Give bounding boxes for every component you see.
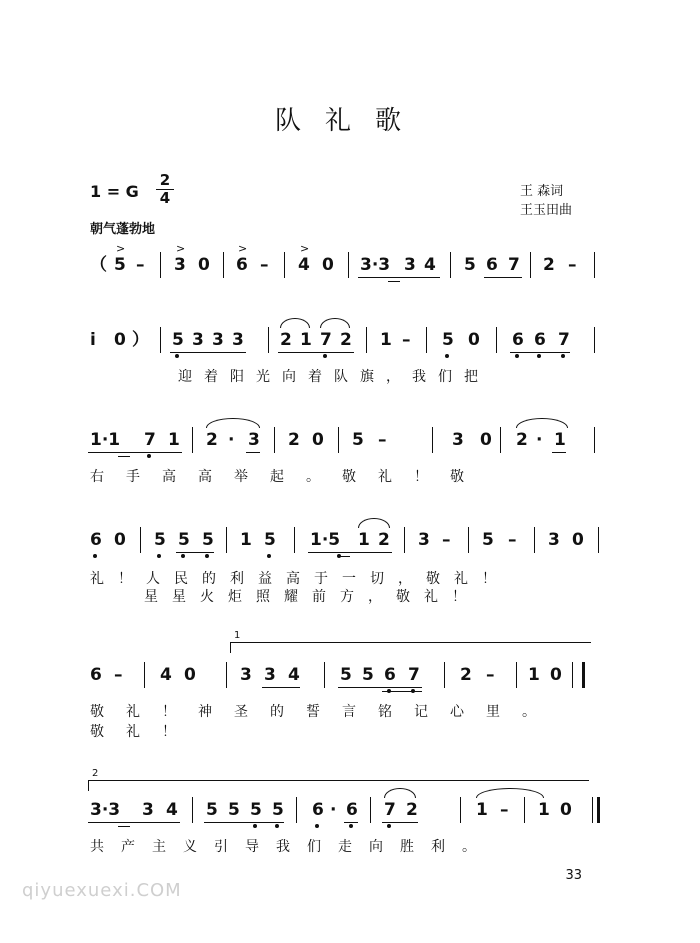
note: – [260, 255, 269, 275]
bar-line [592, 797, 593, 823]
note: – [114, 665, 123, 685]
bar-line [534, 527, 535, 553]
note: 3 [240, 665, 252, 685]
low-octave-dot [323, 354, 327, 358]
beam [338, 687, 422, 688]
note: 2 [288, 430, 300, 450]
low-octave-dot [181, 554, 185, 558]
beam [338, 556, 350, 557]
note: 2 [206, 430, 218, 450]
key-signature: 1 = G [90, 182, 139, 201]
bar-line [226, 527, 227, 553]
bar-line [530, 252, 531, 278]
note: 5 [202, 530, 214, 550]
note: 1 [168, 430, 180, 450]
bar-line [338, 427, 339, 453]
note: · [330, 800, 337, 820]
note: 0 [560, 800, 572, 820]
bar-line [426, 327, 427, 353]
beam [382, 822, 418, 823]
beam [246, 452, 260, 453]
note: 5 [178, 530, 190, 550]
note: 2 [280, 330, 292, 350]
low-octave-dot [445, 354, 449, 358]
bar-line [160, 252, 161, 278]
beam [484, 277, 522, 278]
bar-line [594, 427, 595, 453]
note: 5 [272, 800, 284, 820]
bar-line [496, 327, 497, 353]
bar-line [598, 527, 599, 553]
note: 0 [468, 330, 480, 350]
bar-line [594, 252, 595, 278]
note: 5 [442, 330, 454, 350]
note: 6 [312, 800, 324, 820]
note: 4 [160, 665, 172, 685]
bar-line [160, 327, 161, 353]
note: 1 [358, 530, 370, 550]
low-octave-dot [267, 554, 271, 558]
note: 4 [424, 255, 436, 275]
note: 3 [404, 255, 416, 275]
note: 1·1 [90, 430, 121, 450]
lyrics-line: 共产主义引导我们走向胜利。 [90, 839, 493, 855]
accent-mark: > [176, 242, 186, 255]
lyricist-credit: 王 森词 [520, 184, 564, 199]
accent-mark: > [300, 242, 310, 255]
low-octave-dot [205, 554, 209, 558]
note: – [378, 430, 387, 450]
low-octave-dot [147, 454, 151, 458]
volta-number: 1 [234, 630, 241, 641]
note: 0 [198, 255, 210, 275]
time-signature [156, 172, 174, 207]
first-ending-bracket [230, 630, 591, 653]
lyrics-line: 迎着阳光向着队旗，我们把 [178, 369, 490, 385]
note: – [442, 530, 451, 550]
bar-line [140, 527, 141, 553]
note: 2 [406, 800, 418, 820]
note: 4 [288, 665, 300, 685]
bar-line [468, 527, 469, 553]
low-octave-dot [349, 824, 353, 828]
beam [118, 456, 130, 457]
low-octave-dot [561, 354, 565, 358]
repeat-bar [582, 662, 585, 688]
note: 0 [480, 430, 492, 450]
beam [88, 452, 182, 453]
low-octave-dot [275, 824, 279, 828]
note: 1 [538, 800, 550, 820]
beam [382, 691, 422, 692]
tempo-marking: 朝气蓬勃地 [90, 222, 156, 237]
bar-line [144, 662, 145, 688]
note: – [402, 330, 411, 350]
bar-line [432, 427, 433, 453]
volta-number: 2 [92, 768, 99, 779]
bar-line [366, 327, 367, 353]
low-octave-dot [515, 354, 519, 358]
note: 2 [460, 665, 472, 685]
beam [176, 552, 214, 553]
bar-line [444, 662, 445, 688]
note: 5 [172, 330, 184, 350]
slur [206, 418, 260, 428]
bar-line [524, 797, 525, 823]
bar-line [348, 252, 349, 278]
note: 3 [212, 330, 224, 350]
bar-line [284, 252, 285, 278]
note: 3 [418, 530, 430, 550]
repeat-dots [572, 662, 573, 688]
beam [344, 822, 358, 823]
beam [118, 826, 130, 827]
bar-line [370, 797, 371, 823]
note: · [228, 430, 235, 450]
note: 0 [572, 530, 584, 550]
note: 3 [264, 665, 276, 685]
page-number: 33 [565, 868, 582, 883]
note: 0 [114, 330, 126, 350]
slur [516, 418, 568, 428]
note: 3 [142, 800, 154, 820]
bar-line [296, 797, 297, 823]
note: 7 [408, 665, 420, 685]
note: 6 [534, 330, 546, 350]
note: 5 [250, 800, 262, 820]
note: 5 [352, 430, 364, 450]
slur [320, 318, 350, 328]
beam [204, 822, 284, 823]
note: 7 [508, 255, 520, 275]
note: 5 [340, 665, 352, 685]
note: – [500, 800, 509, 820]
low-octave-dot [537, 354, 541, 358]
beam [358, 277, 440, 278]
note: 1 [240, 530, 252, 550]
lyrics-line: 右手高高举起。敬礼！敬 [90, 469, 486, 485]
bar-line [192, 427, 193, 453]
note: 0 [114, 530, 126, 550]
note: 2 [378, 530, 390, 550]
note: 0 [550, 665, 562, 685]
note: 7 [384, 800, 396, 820]
low-octave-dot [93, 554, 97, 558]
note: 5 [154, 530, 166, 550]
note: 0 [312, 430, 324, 450]
note: – [486, 665, 495, 685]
note: 1 [300, 330, 312, 350]
note: 6 [384, 665, 396, 685]
beam [170, 352, 246, 353]
bar-line [274, 427, 275, 453]
low-octave-dot [315, 824, 319, 828]
note: ） [132, 330, 149, 350]
lyrics-line-1: 礼！人民的利益高于一切，敬礼！ [90, 571, 510, 587]
note: 7 [320, 330, 332, 350]
note: （ [90, 255, 107, 275]
note: 0 [322, 255, 334, 275]
low-octave-dot [387, 824, 391, 828]
bar-line [324, 662, 325, 688]
beam [388, 281, 400, 282]
note: 1 [528, 665, 540, 685]
note: 1 [476, 800, 488, 820]
note: 6 [236, 255, 248, 275]
bar-line [460, 797, 461, 823]
note: 7 [558, 330, 570, 350]
note: – [136, 255, 145, 275]
note: 3 [548, 530, 560, 550]
note: 5 [264, 530, 276, 550]
note: 5 [228, 800, 240, 820]
bar-line [226, 662, 227, 688]
bar-line [294, 527, 295, 553]
note: 5 [206, 800, 218, 820]
note: 3 [192, 330, 204, 350]
beam [308, 552, 392, 553]
bar-line [404, 527, 405, 553]
note: 0 [184, 665, 196, 685]
note: – [508, 530, 517, 550]
bar-line [594, 327, 595, 353]
note: 3·3 [90, 800, 121, 820]
beam [552, 452, 566, 453]
note: i [90, 330, 96, 350]
final-bar [597, 797, 600, 823]
note: 3 [232, 330, 244, 350]
note: 5 [464, 255, 476, 275]
beam [510, 352, 570, 353]
note: 1·5 [310, 530, 341, 550]
note: 5 [482, 530, 494, 550]
note: 4 [166, 800, 178, 820]
composer-credit: 王玉田曲 [520, 203, 573, 218]
note: 1 [380, 330, 392, 350]
slur [358, 518, 390, 528]
meter-bottom: 4 [159, 189, 171, 207]
note: 1 [554, 430, 566, 450]
note: 3 [174, 255, 186, 275]
meter-top: 2 [159, 171, 171, 189]
note: 4 [298, 255, 310, 275]
note: 3·3 [360, 255, 391, 275]
bar-line [223, 252, 224, 278]
beam [278, 352, 354, 353]
note: 6 [486, 255, 498, 275]
note: 6 [346, 800, 358, 820]
accent-mark: > [116, 242, 126, 255]
note: 6 [512, 330, 524, 350]
note: · [536, 430, 543, 450]
beam [262, 687, 300, 688]
note: 3 [248, 430, 260, 450]
note: 6 [90, 530, 102, 550]
note: – [568, 255, 577, 275]
bar-line [268, 327, 269, 353]
note: 2 [516, 430, 528, 450]
lyrics-line-2: 敬礼！ [90, 724, 198, 740]
watermark: qiyuexuexi.COM [22, 880, 182, 901]
beam [88, 822, 180, 823]
note: 6 [90, 665, 102, 685]
lyrics-line-1: 敬礼！神圣的誓言铭记心里。 [90, 704, 558, 720]
note: 5 [362, 665, 374, 685]
bar-line [450, 252, 451, 278]
song-title: 队礼歌 [274, 106, 425, 136]
bar-line [192, 797, 193, 823]
bar-line [500, 427, 501, 453]
note: 5 [114, 255, 126, 275]
low-octave-dot [175, 354, 179, 358]
accent-mark: > [238, 242, 248, 255]
slur [280, 318, 310, 328]
note: 2 [543, 255, 555, 275]
note: 2 [340, 330, 352, 350]
low-octave-dot [253, 824, 257, 828]
note: 7 [144, 430, 156, 450]
lyrics-line-2: 星星火炬照耀前方，敬礼！ [144, 589, 480, 605]
bar-line [516, 662, 517, 688]
low-octave-dot [157, 554, 161, 558]
note: 3 [452, 430, 464, 450]
